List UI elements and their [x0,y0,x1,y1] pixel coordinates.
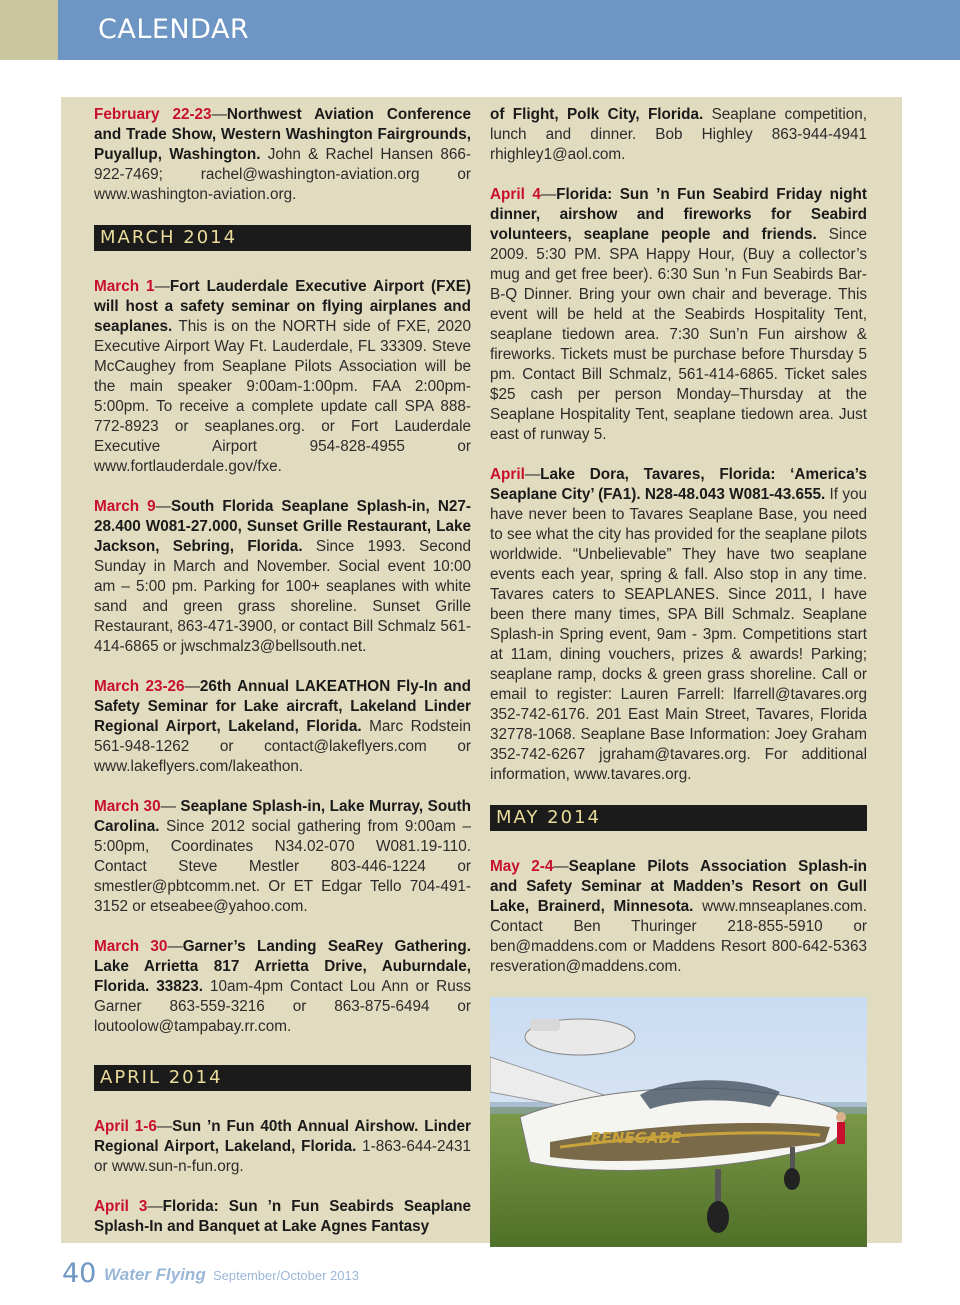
event-details: Since 1993. Second Sunday in March and November. Social event 10:00 am – 5:00 pm. Parking for 100+ seaplanes with white sand and green grass shoreline. Sunset Grille Restaurant, 863-471-3900, or contact Bill Schmalz 561-414-6865 or jwschmalz3@bellsouth.net. [94,538,471,655]
event-title: Florida: Sun ’n Fun Seabird Friday night dinner, airshow and fireworks for Seabird volunteers, seaplane people and friends. [490,186,867,243]
event-details: Since 2009. 5:30 PM. SPA Happy Hour, (Buy a collector’s mug and get free beer). 6:30 Sun ’n Fun Seabirds Bar-B-Q Dinner. Bring your own chair and beverage. This event will be held at the Seabirds Hospitality Tent, seaplane tiedown area. 7:30 Sun’n Fun airshow & fireworks. Tickets must be purchase before Thursday 5 pm. Contact Bill Schmalz, 561-414-6865. Ticket sales $25 cash per person Monday–Thursday at the Seaplane Hospitality Tent, seaplane tiedown area. Just east of runway 5. [490,226,867,443]
section-header-may: MAY 2014 [490,805,867,831]
event-entry: March 30— Seaplane Splash-in, Lake Murray, South Carolina. Since 2012 social gathering from 9:00am – 5:00pm, Coordinates N34.02-070 W081.19-110. Contact Steve Mestler 803-446-1224 or smestler@pbtcomm.net. Or ET Edgar Tello 704-491-3152 or etseabee@yahoo.com. [94,798,471,915]
header-bar [58,0,960,60]
event-entry: February 22-23—Northwest Aviation Conference and Trade Show, Western Washington Fairgrounds, Puyallup, Washington. John & Rachel Hansen 866-922-7469; rachel@washington-aviation.org or www.washington-aviation.org. [94,106,472,203]
left-column [94,105,471,1257]
event-entry: May 2-4—Seaplane Pilots Association Splash-in and Safety Seminar at Madden’s Resort on Gull Lake, Brainerd, Minnesota. www.mnseaplanes.com. Contact Ben Thuringer 218-855-5910 or ben@maddens.com or Maddens Resort 800-642-5363 resveration@maddens.com. [490,858,868,975]
event-entry: March 9—South Florida Seaplane Splash-in, N27-28.400 W081-27.000, Sunset Grille Restaurant, Lake Jackson, Sebring, Florida. Since 1993. Second Sunday in March and November. Social event 10:00 am – 5:00 pm. Parking for 100+ seaplanes with white sand and green grass shoreline. Sunset Grille Restaurant, 863-471-3900, or contact Bill Schmalz 561-414-6865 or jwschmalz3@bellsouth.net. [94,498,471,655]
event-date: March 30 [94,798,161,815]
event-title: Sun ’n Fun 40th Annual Airshow. Linder Regional Airport, Lakeland, Florida. [94,1118,471,1155]
event-details: Marc Rodstein 561-948-1262 or contact@lakeflyers.com or www.lakeflyers.com/lakeathon. [94,718,471,775]
event-entry-continued [490,105,867,165]
event-details: 10am-4pm Contact Lou Ann or Russ Garner 863-559-3216 or 863-875-6494 or loutoolow@tampabay.rr.com. [94,978,471,1035]
event-details: If you have never been to Tavares Seaplane Base, you need to see what the city has provided for the seaplane pilots worldwide. “Unbelievable” They have two seaplane events each year, spring & fall. Also stop in any time. Tavares caters to SEAPLANES. Since 2011, I have been there many times, SPA Bill Schmalz. Seaplane Splash-in Spring event, 9am - 3pm. Competitions start at 11am, dining vouchers, prizes & awards! Parking; seaplane ramp, docks & green grass shoreline. Call or email to register: Lauren Farrell: lfarrell@tavares.org 352-742-6176. 201 East Main Street, Tavares, Florida 32778-1068. Seaplane Base Information: Joey Graham 352-742-6267 jgraham@tavares.org. For additional information, www.tavares.org. [490,486,867,783]
event-details: John & Rachel Hansen 866-922-7469; rachel@washington-aviation.org or www.washington-aviation.org. [94,146,472,203]
page-title: CALENDAR [98,14,250,45]
event-details: Since 2012 social gathering from 9:00am – 5:00pm, Coordinates N34.02-070 W081.19-110. Contact Steve Mestler 803-446-1224 or smestler@pbtcomm.net. Or ET Edgar Tello 704-491-3152 or etseabee@yahoo.com. [94,818,471,915]
magazine-name: Water Flying [104,1265,206,1284]
event-date: March 1 [94,278,155,295]
event-date: April [490,466,525,483]
event-date: April 4 [490,186,541,203]
page-number: 40 [62,1258,97,1289]
event-details: www.mnseaplanes.com. Contact Ben Thuringer 218-855-5910 or ben@maddens.com or Maddens Resort 800-642-5363 resveration@maddens.com. [490,898,868,975]
seaplane-photo [490,997,867,1247]
event-title: Lake Dora, Tavares, Florida: ‘America’s Seaplane City’ (FA1). N28-48.043 W081-43.655. [490,466,867,503]
event-title: Garner’s Landing SeaRey Gathering. Lake Arrietta 817 Arrietta Drive, Auburndale, Florida. 33823. [94,938,471,995]
section-header-march: MARCH 2014 [94,225,471,251]
event-title: Florida: Sun ’n Fun Seabirds Seaplane Splash-In and Banquet at Lake Agnes Fantasy [94,1198,471,1235]
event-title: 26th Annual LAKEATHON Fly-In and Safety Seminar for Lake aircraft, Lakeland Linder Regional Airport, Lakeland, Florida. [94,678,471,735]
event-details: Seaplane competition, lunch and dinner. Bob Highley 863-944-4941 rhighley1@aol.com. [490,106,868,163]
header-corner-block [0,0,58,60]
event-title: Northwest Aviation Conference and Trade Show, Western Washington Fairgrounds, Puyallup, Washington. [94,106,471,163]
event-title: of Flight, Polk City, Florida. [490,106,704,123]
event-title: Fort Lauderdale Executive Airport (FXE) will host a safety seminar on flying airplanes and seaplanes. [94,278,471,335]
event-date: March 9 [94,498,156,515]
event-date: March 23-26 [94,678,185,695]
event-entry: March 30—Garner’s Landing SeaRey Gathering. Lake Arrietta 817 Arrietta Drive, Auburndale, Florida. 33823. 10am-4pm Contact Lou Ann or Russ Garner 863-559-3216 or 863-875-6494 or loutoolow@tampabay.rr.com. [94,938,471,1035]
event-date: April 1-6 [94,1118,157,1135]
issue-date: September/October 2013 [213,1268,359,1283]
event-details: 1-863-644-2431 or www.sun-n-fun.org. [94,1138,471,1175]
event-date: March 30 [94,938,168,955]
right-column [490,105,867,1247]
event-entry: April 1-6—Sun ’n Fun 40th Annual Airshow. Linder Regional Airport, Lakeland, Florida. 1-863-644-2431 or www.sun-n-fun.org. [94,1118,471,1175]
event-date: April 3 [94,1198,148,1215]
event-entry: March 23-26—26th Annual LAKEATHON Fly-In and Safety Seminar for Lake aircraft, Lakeland Linder Regional Airport, Lakeland, Florida. Marc Rodstein 561-948-1262 or contact@lakeflyers.com or www.lakeflyers.com/lakeathon. [94,678,471,775]
section-header-april: APRIL 2014 [94,1065,471,1091]
event-details: This is on the NORTH side of FXE, 2020 Executive Airport Way Ft. Lauderdale, FL 33309. Steve McCaughey from Seaplane Pilots Association will be the main speaker 9:00am-1:00pm. FAA 2:00pm-5:00pm. To receive a complete update call SPA 888-772-8923 or seaplanes.org. or Fort Lauderdale Executive Airport 954-828-4955 or www.fortlauderdale.gov/fxe. [94,318,471,475]
event-entry: April 4—Florida: Sun ’n Fun Seabird Friday night dinner, airshow and fireworks for Seabird volunteers, seaplane people and friends. Since 2009. 5:30 PM. SPA Happy Hour, (Buy a collector’s mug and get free beer). 6:30 Sun ’n Fun Seabirds Bar-B-Q Dinner. Bring your own chair and beverage. This event will be held at the Seabirds Hospitality Tent, seaplane tiedown area. 7:30 Sun’n Fun airshow & fireworks. Tickets must be purchase before Thursday 5 pm. Contact Bill Schmalz, 561-414-6865. Ticket sales $25 cash per person Monday–Thursday at the Seaplane Hospitality Tent, seaplane tiedown area. Just east of runway 5. [490,186,867,443]
event-date: May 2-4 [490,858,554,875]
calendar-panel [61,97,902,1243]
event-title: Seaplane Pilots Association Splash-in and Safety Seminar at Madden’s Resort on Gull Lake, Brainerd, Minnesota. [490,858,867,915]
event-entry: March 1—Fort Lauderdale Executive Airport (FXE) will host a safety seminar on flying airplanes and seaplanes. This is on the NORTH side of FXE, 2020 Executive Airport Way Ft. Lauderdale, FL 33309. Steve McCaughey from Seaplane Pilots Association will be the main speaker 9:00am-1:00pm. FAA 2:00pm-5:00pm. To receive a complete update call SPA 888-772-8923 or seaplanes.org. or Fort Lauderdale Executive Airport 954-828-4955 or www.fortlauderdale.gov/fxe. [94,278,471,475]
event-date: February 22-23 [94,106,212,123]
event-title: South Florida Seaplane Splash-in, N27-28.400 W081-27.000, Sunset Grille Restaurant, Lake Jackson, Sebring, Florida. [94,498,471,555]
plane-name-text: RENEGADE [590,1129,682,1147]
event-title: Seaplane Splash-in, Lake Murray, South Carolina. [94,798,471,835]
event-entry: April—Lake Dora, Tavares, Florida: ‘America’s Seaplane City’ (FA1). N28-48.043 W081-43.655. If you have never been to Tavares Seaplane Base, you need to see what the city has provided for the seaplane pilots worldwide. “Unbelievable” They have two seaplane events each year, spring & fall. Also stop in any time. Tavares caters to SEAPLANES. Since 2011, I have been there many times, SPA Bill Schmalz. Seaplane Splash-in Spring event, 9am - 3pm. Competitions start at 11am, dining vouchers, prizes & awards! Parking; seaplane ramp, docks & green grass shoreline. Call or email to register: Lauren Farrell: lfarrell@tavares.org 352-742-6176. 201 East Main Street, Tavares, Florida 32778-1068. Seaplane Base Information: Joey Graham 352-742-6267 jgraham@tavares.org. For additional information, www.tavares.org. [490,466,867,783]
event-entry: April 3—Florida: Sun ’n Fun Seabirds Seaplane Splash-In and Banquet at Lake Agnes Fantasy [94,1198,471,1235]
